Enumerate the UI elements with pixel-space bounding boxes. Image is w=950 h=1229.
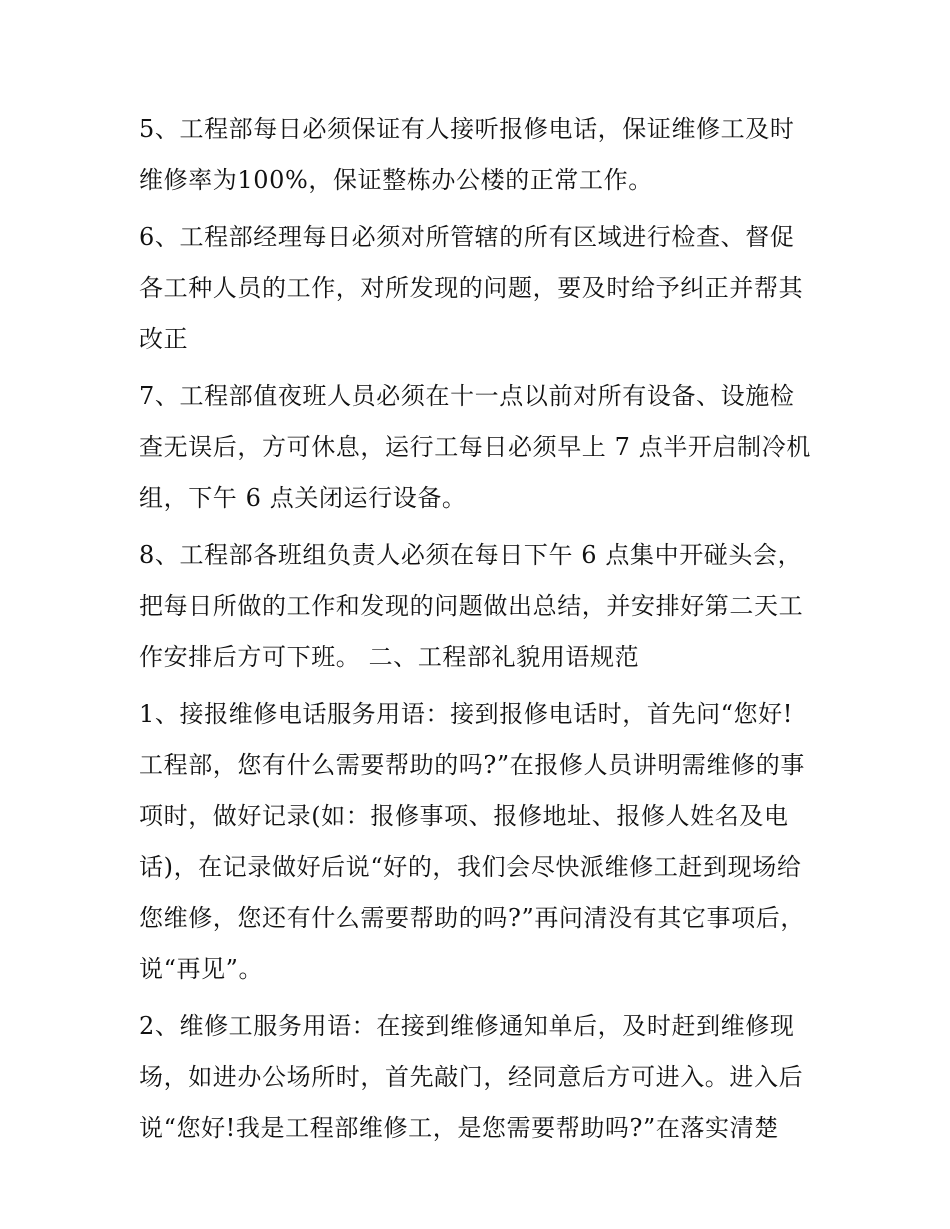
paragraph-line: 说“再见”。 — [139, 955, 264, 983]
paragraph-line: 8、工程部各班组负责人必须在每日下午 6 点集中开碰头会， — [139, 541, 803, 569]
paragraph-line: 作安排后方可下班。 二、工程部礼貌用语规范 — [139, 643, 640, 671]
paragraph-line: 各工种人员的工作，对所发现的问题，要及时给予纠正并帮其 — [139, 274, 804, 302]
paragraph-line: 6、工程部经理每日必须对所管辖的所有区域进行检查、督促 — [139, 223, 795, 251]
paragraph-repair-service-phrases — [139, 1001, 819, 1154]
paragraph-item-7 — [139, 371, 819, 524]
paragraph-line: 您维修，您还有什么需要帮助的吗?”再问清没有其它事项后， — [139, 904, 805, 932]
paragraph-line: 改正 — [139, 325, 189, 353]
paragraph-line: 工程部，您有什么需要帮助的吗?”在报修人员讲明需维修的事 — [139, 751, 805, 779]
paragraph-item-8 — [139, 530, 819, 683]
paragraph-line: 项时，做好记录(如：报修事项、报修地址、报修人姓名及电 — [139, 802, 789, 830]
paragraph-line: 2、维修工服务用语：在接到维修通知单后，及时赶到维修现 — [139, 1012, 795, 1040]
paragraph-line: 场，如进办公场所时，首先敲门，经同意后方可进入。进入后 — [139, 1063, 804, 1091]
paragraph-line: 7、工程部值夜班人员必须在十一点以前对所有设备、设施检 — [139, 382, 795, 410]
paragraph-item-6 — [139, 212, 819, 365]
paragraph-line: 组，下午 6 点关闭运行设备。 — [139, 484, 467, 512]
paragraph-line: 话)，在记录做好后说“好的，我们会尽快派维修工赶到现场给 — [139, 853, 802, 881]
paragraph-item-5 — [139, 104, 819, 206]
paragraph-line: 5、工程部每日必须保证有人接听报修电话，保证维修工及时 — [139, 115, 795, 143]
paragraph-line: 维修率为100%，保证整栋办公楼的正常工作。 — [139, 166, 653, 194]
paragraph-line: 说“您好!我是工程部维修工，是您需要帮助吗?”在落实清楚 — [139, 1114, 779, 1142]
document-page — [139, 104, 819, 1160]
paragraph-line: 查无误后，方可休息，运行工每日必须早上 7 点半开启制冷机 — [139, 433, 811, 461]
paragraph-phone-service-phrases — [139, 689, 819, 995]
paragraph-line: 1、接报维修电话服务用语：接到报修电话时，首先问“您好! — [139, 700, 793, 728]
paragraph-line: 把每日所做的工作和发现的问题做出总结，并安排好第二天工 — [139, 592, 804, 620]
